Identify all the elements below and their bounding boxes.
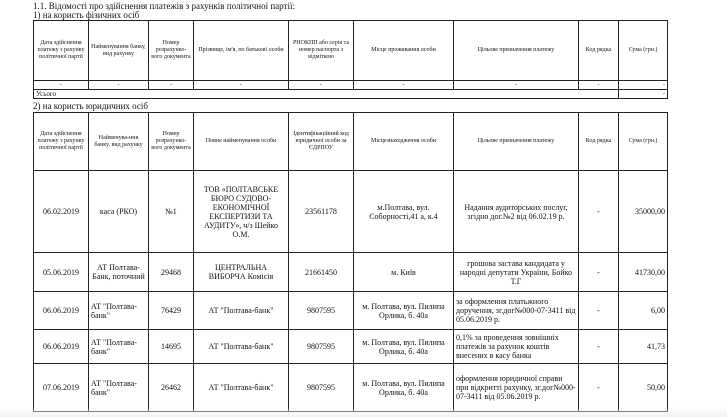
document-number: 14695 <box>149 330 194 364</box>
payment-sum: 41730,00 <box>619 253 668 292</box>
header-cell: Найменування банку, вид рахунку <box>89 21 149 81</box>
header-cell: Ідентифікаційний код юридичної особи за ЄДРПОУ <box>289 113 354 171</box>
row-code: - <box>579 330 619 364</box>
header-cell: Код рядка <box>579 21 619 81</box>
edrpou-code: 9807595 <box>289 330 354 364</box>
payment-purpose: оформлення юридичної справи при відкритті рахунку, зг.дог№000-07-3411 від 05.06.2019 р. <box>454 364 579 412</box>
row-code: - <box>579 364 619 412</box>
table-row <box>34 330 668 364</box>
table-row <box>34 292 668 330</box>
individuals-payments-table <box>33 20 668 99</box>
edrpou-code: 9807595 <box>289 364 354 412</box>
payment-date: 06.02.2019 <box>34 171 89 253</box>
document-number: 26462 <box>149 364 194 412</box>
document-number: №1 <box>149 171 194 253</box>
recipient-address: м. Полтава, вул. Пилипа Орлика, б. 40а <box>354 292 454 330</box>
payment-purpose: грошова застава кандидата у народні депутати України, Бойко Т.Г <box>454 253 579 292</box>
header-cell: Номер розрахунко-вого документа <box>149 113 194 171</box>
document-number: 76429 <box>149 292 194 330</box>
payment-purpose: 0,1% за проведення зовнішніх платежів за рахунок коштів внесених в касу банка <box>454 330 579 364</box>
recipient-address: м. Полтава, вул. Пилипа Орлика, б. 40а <box>354 364 454 412</box>
table-cell: - <box>194 81 289 90</box>
payment-date: 07.06.2019 <box>34 364 89 412</box>
table-header-row <box>34 21 668 81</box>
recipient-name: ЦЕНТРАЛЬНА ВИБОРЧА Комісія <box>194 253 289 292</box>
recipient-name: АТ "Полтава-банк" <box>194 292 289 330</box>
header-cell: Номер розрахунко-вого документа <box>149 21 194 81</box>
header-cell: Дата здійснення платежу з рахунку політичної партії <box>34 113 89 171</box>
row-code: - <box>579 171 619 253</box>
header-cell: Повне найменування особи <box>194 113 289 171</box>
payment-purpose: за оформлення платьжного доручення, зг.дог№000-07-3411 від 05.06.2019 р. <box>454 292 579 330</box>
payment-date: 06.06.2019 <box>34 292 89 330</box>
header-cell: Сума (грн.) <box>619 21 668 81</box>
header-cell: Прізвище, ім'я, по батькові особи <box>194 21 289 81</box>
table-cell: - <box>34 81 89 90</box>
scan-shadow <box>0 407 727 417</box>
payment-sum: 6,00 <box>619 292 668 330</box>
header-cell: Код рядка <box>579 113 619 171</box>
legal-entities-subheading: 2) на користь юридичних осіб <box>33 101 148 111</box>
header-cell: Цільове призначення платежу <box>454 21 579 81</box>
edrpou-code: 21661450 <box>289 253 354 292</box>
table-cell: - <box>579 81 619 90</box>
table-cell: - <box>354 81 454 90</box>
header-cell: Цільове призначення платежу <box>454 113 579 171</box>
header-cell: Сума (грн.) <box>619 113 668 171</box>
table-cell: - <box>89 81 149 90</box>
edrpou-code: 9807595 <box>289 292 354 330</box>
edrpou-code: 23561178 <box>289 171 354 253</box>
header-cell: РНОКПП або серія та номер паспорта з відміткою <box>289 21 354 81</box>
table-row <box>34 253 668 292</box>
payment-date: 06.06.2019 <box>34 330 89 364</box>
individuals-subheading: 1) на користь фізичних осіб <box>33 10 140 20</box>
header-cell: Найменува-ння банку, вид рахунку <box>89 113 149 171</box>
table-cell: - <box>149 81 194 90</box>
recipient-address: м. Полтава, вул. Пилипа Орлика, б. 40а <box>354 330 454 364</box>
table-cell: - <box>454 81 579 90</box>
row-code: - <box>579 253 619 292</box>
section-heading: 1.1. Відомості про здійснення платежів з рахунків політичної партії: <box>33 1 295 11</box>
recipient-name: ТОВ «ПОЛТАВСЬКЕ БЮРО СУДОВО-ЕКОНОМІЧНОЇ ЕКСПЕРТИЗИ ТА АУДИТУ», ч/з Шейко О.М. <box>194 171 289 253</box>
table-row <box>34 364 668 412</box>
table-row <box>34 81 668 90</box>
header-cell: Дата здійснення платежу з рахунку політичної партії <box>34 21 89 81</box>
payment-date: 05.06.2019 <box>34 253 89 292</box>
payment-sum: 41,73 <box>619 330 668 364</box>
bank-name: АТ "Полтава-банк" <box>89 364 149 412</box>
header-cell: Місце проживання особи <box>354 21 454 81</box>
table-row <box>34 171 668 253</box>
document-number: 29468 <box>149 253 194 292</box>
total-value: - <box>619 90 668 99</box>
total-row <box>34 90 668 99</box>
payment-sum: 50,00 <box>619 364 668 412</box>
legal-entities-payments-table <box>33 112 668 412</box>
bank-name: АТ Полтава-Банк, поточний <box>89 253 149 292</box>
recipient-address: м.Полтава, вул. Соборності,41 а, к.4 <box>354 171 454 253</box>
payment-purpose: Надання аудиторських послуг, згідно дог.№2 від 06.02.19 р. <box>454 171 579 253</box>
recipient-address: м. Київ <box>354 253 454 292</box>
recipient-name: АТ "Полтава-банк" <box>194 330 289 364</box>
recipient-name: АТ "Полтава-банк" <box>194 364 289 412</box>
row-code: - <box>579 292 619 330</box>
bank-name: АТ "Полтава-банк" <box>89 330 149 364</box>
bank-name: каса (РКО) <box>89 171 149 253</box>
table-cell: - <box>289 81 354 90</box>
table-header-row <box>34 113 668 171</box>
bank-name: АТ "Полтава-банк" <box>89 292 149 330</box>
payment-sum: 35000,00 <box>619 171 668 253</box>
table-cell: - <box>619 81 668 90</box>
total-label: Усього <box>34 90 619 99</box>
header-cell: Місцезнаходження особи <box>354 113 454 171</box>
